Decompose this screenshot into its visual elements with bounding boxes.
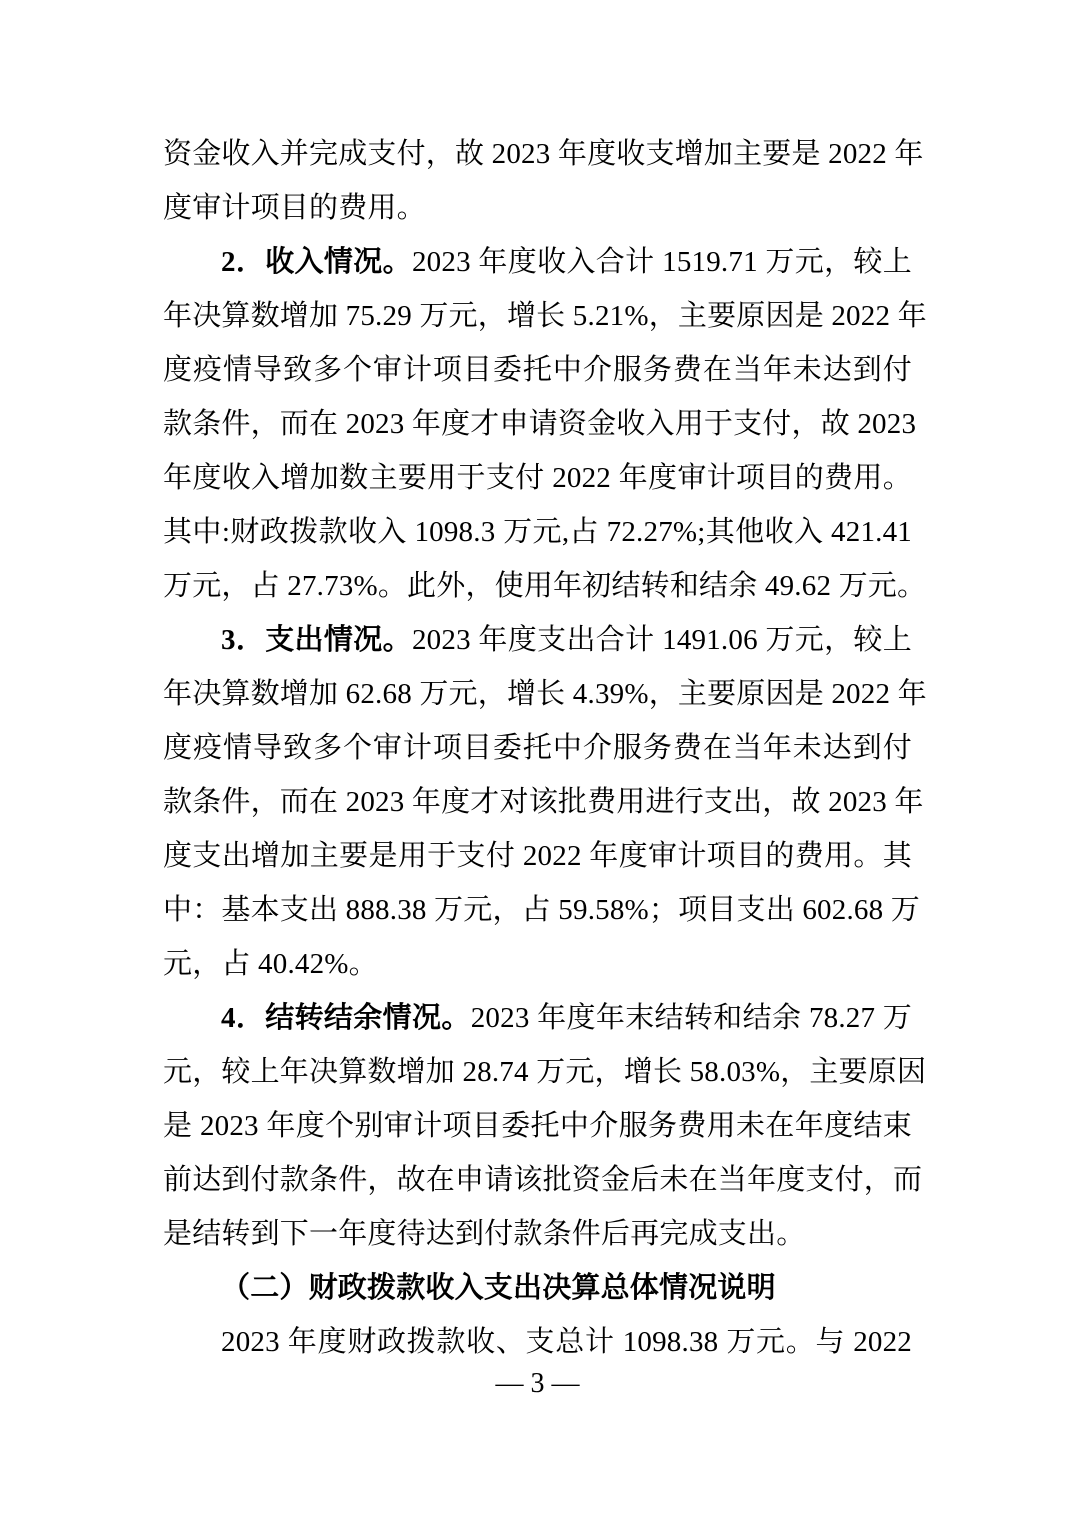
text-line (163, 451, 912, 505)
text-run: 度疫情导致多个审计项目委托中介服务费在当年未达到付 (163, 354, 912, 386)
text-run: 元，占 40.42%。 (163, 948, 378, 980)
text-line (163, 775, 924, 829)
text-run: 年决算数增加 75.29 万元，增长 5.21%，主要原因是 2022 年 (163, 300, 927, 332)
bold-text-run: 3．支出情况。 (221, 624, 412, 656)
text-line (163, 1099, 912, 1153)
text-run: 年决算数增加 62.68 万元，增长 4.39%，主要原因是 2022 年 (163, 678, 927, 710)
text-run: 年度收入增加数主要用于支付 2022 年度审计项目的费用。 (163, 462, 912, 494)
page-footer (0, 1362, 1075, 1406)
text-run: 2023 年度支出合计 1491.06 万元，较上 (411, 624, 912, 656)
text-line (163, 991, 912, 1045)
text-line (163, 505, 912, 559)
text-line (163, 667, 927, 721)
text-line (163, 937, 912, 991)
text-line (163, 235, 912, 289)
text-line (163, 829, 912, 883)
text-line (163, 1207, 912, 1261)
text-line (163, 181, 912, 235)
bold-text-run: （二）财政拨款收入支出决算总体情况说明 (221, 1272, 776, 1304)
text-run: 2023 年度收入合计 1519.71 万元，较上 (411, 246, 912, 278)
text-line (163, 1315, 912, 1369)
text-run: 是结转到下一年度待达到付款条件后再完成支出。 (163, 1218, 806, 1250)
text-line (163, 1261, 912, 1315)
text-run: 资金收入并完成支付，故 2023 年度收支增加主要是 2022 年 (163, 138, 924, 170)
text-run: 款条件，而在 2023 年度才申请资金收入用于支付，故 2023 (163, 408, 917, 440)
text-line (163, 1153, 923, 1207)
text-run: 度支出增加主要是用于支付 2022 年度审计项目的费用。其 (163, 840, 912, 872)
text-line (163, 127, 924, 181)
text-line (163, 559, 927, 613)
text-line (163, 343, 912, 397)
text-run: 元，较上年决算数增加 28.74 万元，增长 58.03%，主要原因 (163, 1056, 927, 1088)
text-line (163, 883, 920, 937)
text-run: 度审计项目的费用。 (163, 192, 426, 224)
text-run: 度疫情导致多个审计项目委托中介服务费在当年未达到付 (163, 732, 912, 764)
bold-text-run: 4．结转结余情况。 (221, 1002, 471, 1034)
text-run: 2023 年度年末结转和结余 78.27 万 (470, 1002, 912, 1034)
page-number: — 3 — (495, 1368, 580, 1399)
text-run: 万元，占 27.73%。此外，使用年初结转和结余 49.62 万元。 (163, 570, 927, 602)
text-run: 2023 年度财政拨款收、支总计 1098.38 万元。与 2022 (221, 1326, 912, 1358)
text-run: 是 2023 年度个别审计项目委托中介服务费用未在年度结束 (163, 1110, 912, 1142)
text-run: 款条件，而在 2023 年度才对该批费用进行支出，故 2023 年 (163, 786, 924, 818)
text-run: 其中:财政拨款收入 1098.3 万元,占 72.27%;其他收入 421.41 (163, 516, 912, 548)
document-body (163, 127, 927, 1369)
text-line (163, 721, 912, 775)
bold-text-run: 2．收入情况。 (221, 246, 412, 278)
text-run: 中：基本支出 888.38 万元，占 59.58%；项目支出 602.68 万 (163, 894, 920, 926)
text-run: 前达到付款条件，故在申请该批资金后未在当年度支付，而 (163, 1164, 923, 1196)
text-line (163, 397, 917, 451)
text-line (163, 1045, 927, 1099)
text-line (163, 289, 927, 343)
text-line (163, 613, 912, 667)
